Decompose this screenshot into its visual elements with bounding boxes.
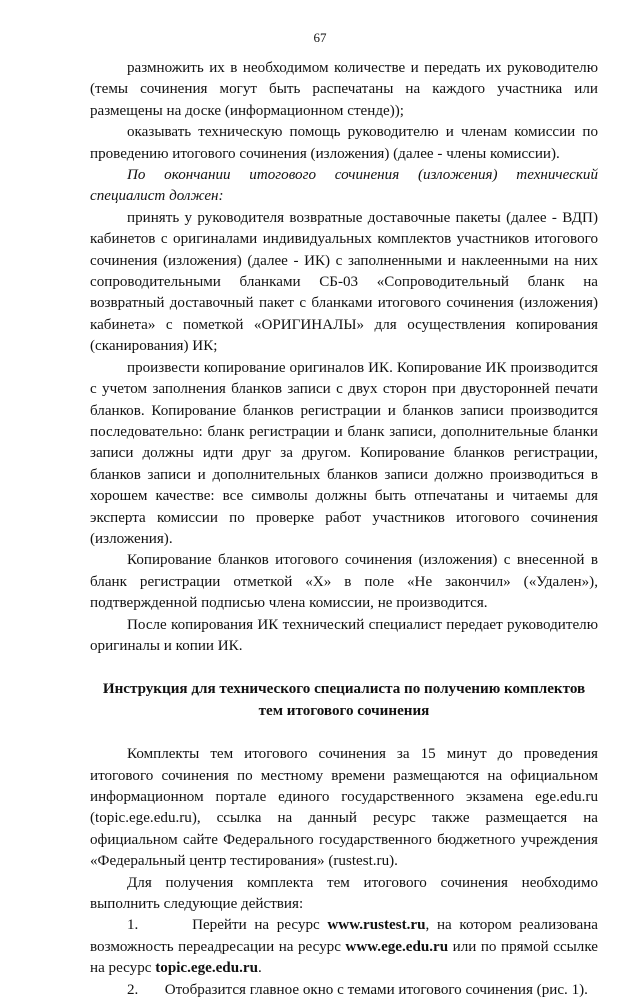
paragraph: произвести копирование оригиналов ИК. Копирование ИК производится с учетом заполнения бланков записи с двух сторон при двусторонней печати бланков. Копирование бланков регистрации и бланков записи производится последовательно: бланк регистрации и бланк записи, дополнительные бланки записи должны идти друг за другом. Копирование бланков регистрации, бланков записи и дополнительных бланков записи должно производиться в хорошем качестве: все символы должны быть отпечатаны и читаемы для эксперта комиссии по проверке работ участников итогового сочинения (изложения). — [90, 359, 598, 547]
section-heading: Инструкция для технического специалиста по получению комплектов тем итогового сочинения — [102, 681, 586, 719]
paragraph: После копирования ИК технический специалист передает руководителю оригиналы и копии ИК. — [90, 616, 598, 654]
document-body — [90, 58, 598, 1001]
step-text: , на котором реализована возможность переадресации на ресурс — [90, 917, 598, 955]
link-ege: www.ege.edu.ru — [345, 938, 449, 955]
step-1 — [90, 915, 598, 979]
page-number: 67 — [313, 30, 327, 45]
spacer — [90, 657, 598, 679]
step-text: Отобразится главное окно с темами итогового сочинения (рис. 1). — [164, 981, 588, 998]
step-number: 1. — [127, 917, 139, 934]
paragraph: Для получения комплекта тем итогового сочинения необходимо выполнить следующие действия: — [90, 874, 598, 913]
step-2 — [90, 980, 598, 1001]
paragraph: размножить их в необходимом количестве и передать их руководителю (темы сочинения могут быть распечатаны на каждого участника или размещены на доске (информационном стенде)); — [90, 60, 598, 119]
paragraph: принять у руководителя возвратные доставочные пакеты (далее - ВДП) кабинетов с оригиналами индивидуальных комплектов участников итогового сочинения (изложения) (далее - ИК) с заполненными и наклеенными на них сопроводительными бланками СБ-03 «Сопроводительный бланк на возвратный доставочный пакет с бланками итогового сочинения (изложения) кабинета» с пометкой «ОРИГИНАЛЫ» для осуществления копирования (сканирования) ИК; — [90, 209, 598, 355]
link-topic: topic.ege.edu.ru — [155, 960, 258, 977]
link-rustest: www.rustest.ru — [327, 917, 426, 934]
step-text: Перейти на ресурс — [192, 917, 328, 934]
paragraph: оказывать техническую помощь руководителю и членам комиссии по проведению итогового сочинения (изложения) (далее - члены комиссии). — [90, 124, 598, 162]
paragraph: Комплекты тем итогового сочинения за 15 минут до проведения итогового сочинения по местному времени размещаются на официальном информационном портале единого государственного экзамена ege.edu.ru (topic.ege.edu.ru), ссылка на данный ресурс также размещается на официальном сайте Федерального государственного бюджетного учреждения «Федеральный центр тестирования» (rustest.ru). — [90, 746, 598, 870]
paragraph-italic: По окончании итогового сочинения (изложения) технический специалист должен: — [90, 167, 598, 205]
step-text: или по прямой ссылке на ресурс — [90, 938, 598, 977]
step-text: . — [257, 960, 262, 977]
step-number: 2. — [127, 981, 139, 998]
spacer — [90, 722, 598, 744]
paragraph: Копирование бланков итогового сочинения (изложения) с внесенной в бланк регистрации отметкой «Х» в поле «Не закончил» («Удален»), подтвержденной подписью члена комиссии, не производится. — [90, 552, 598, 612]
